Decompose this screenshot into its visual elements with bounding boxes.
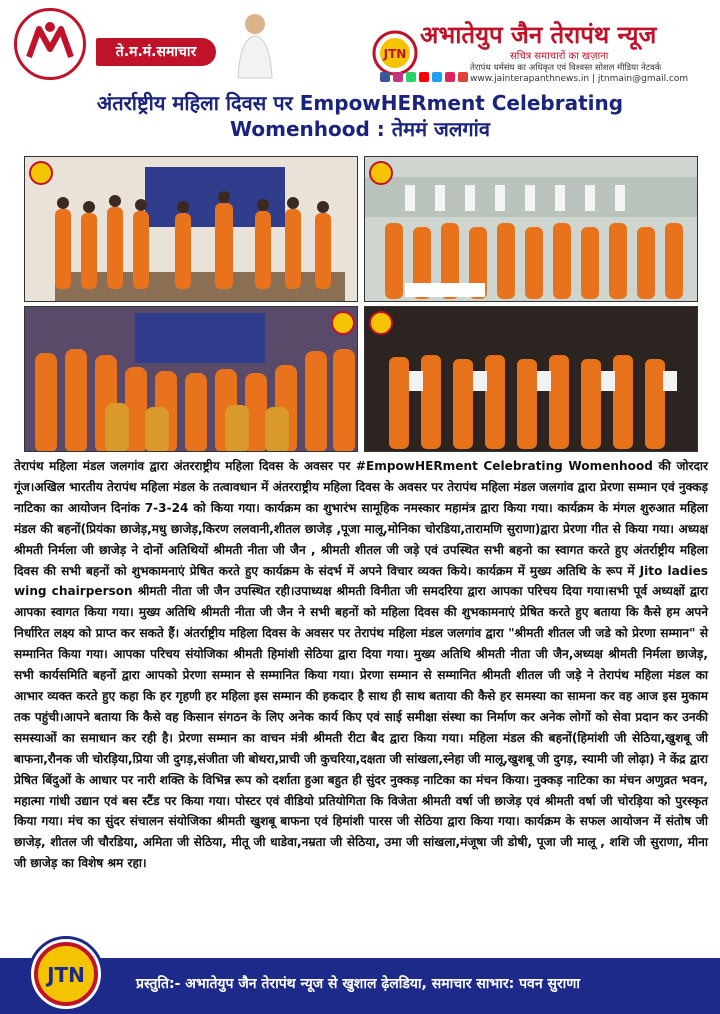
event-photo-3	[24, 306, 358, 452]
publication-subline: तेरापंथ धर्मसंघ का अधिकृत एवं विश्वस्त सोशल मीडिया नेटवर्क	[470, 63, 662, 73]
monk-portrait-icon	[230, 8, 280, 80]
title-line-1: अंतर्राष्ट्रीय महिला दिवस पर EmpowHERment Celebrating	[96, 91, 624, 115]
footer-logo-text: JTN	[47, 963, 85, 987]
jtn-watermark-icon	[29, 161, 53, 185]
group-photo-banners-icon	[365, 307, 698, 452]
group-photo-stage-icon	[25, 157, 358, 302]
mm-emblem-icon	[23, 17, 77, 71]
jtn-watermark-icon	[331, 311, 355, 335]
youtube-icon[interactable]	[419, 72, 429, 82]
heart-icon[interactable]	[445, 72, 455, 82]
event-photo-2	[364, 156, 698, 302]
publication-tagline: सचित्र समाचारों का खज़ाना	[510, 51, 609, 62]
jtn-logo-icon	[372, 30, 418, 76]
twitter-icon[interactable]	[432, 72, 442, 82]
whatsapp-icon[interactable]	[406, 72, 416, 82]
group-photo-hall-icon	[365, 157, 698, 302]
publication-name: अभातेयुप जैन तेरापंथ न्यूज	[420, 21, 657, 49]
mahila-mandal-logo	[14, 8, 86, 80]
event-photo-1	[24, 156, 358, 302]
article-title	[0, 90, 720, 142]
jtn-logo-text: JTN	[383, 47, 407, 61]
instagram-icon[interactable]	[393, 72, 403, 82]
title-line-2: Womenhood : तेममं जलगांव	[230, 117, 490, 141]
social-icons	[380, 72, 468, 82]
event-photo-4	[364, 306, 698, 452]
footer-jtn-logo	[28, 936, 104, 1012]
jtn-watermark-icon	[369, 161, 393, 185]
google-plus-icon[interactable]	[458, 72, 468, 82]
footer-credit: प्रस्तुति:- अभातेयुप जैन तेरापंथ न्यूज से खुशाल ढ़ेलडिया, समाचार साभार: पवन सुराणा	[136, 976, 581, 992]
facebook-icon[interactable]	[380, 72, 390, 82]
jtn-footer-logo-icon	[31, 939, 101, 1009]
group-photo-seated-icon	[25, 307, 358, 452]
header	[0, 0, 720, 88]
jtn-watermark-icon	[369, 311, 393, 335]
article-body: तेरापंथ महिला मंडल जलगांव द्वारा अंतरराष्ट्रीय महिला दिवस के अवसर पर #EmpowHERment Celebrating Womenhood की जोरदार गूंज।अखिल भारतीय तेरापंथ महिला मंडल के तत्वावधान में अंतरराष्ट्रीय महिला दिवस के अवसर पर तेरापंथ महिला मंडल जलगांव द्वारा प्रेरणा सम्मान एवं नुक्कड़ नाटिका का आयोजन दिनांक 7-3-24 को किया गया। कार्यक्रम का शुभारंभ सामूहिक नमस्कार महामंत्र द्वारा किया गया। कार्यक्रम के मंगल शुरुआत महिला मंडल की बहनों(प्रियंका छाजेड़,मधु छाजेड़,किरण ललवानी,शीतल छाजेड़ ,पूजा मालू,मोनिका चोरडिया,तारामणि सुराणा)द्वारा प्रेरणा गीत से किया गया। अध्यक्ष श्रीमती निर्मला जी छाजेड़ ने दोनों अतिथियों श्रीमती नीता जी जैन , श्रीमती शीतल जी जड़े एवं उपस्थित सभी बहनो का स्वागत करते हुए अंतर्राष्ट्रीय महिला दिवस की सभी बहनों को शुभकामनाएं प्रेषित करते हुए कार्यक्रम के संदर्भ में अपने विचार व्यक्त किये। कार्यक्रम में मुख्य अतिथि के रूप में Jito ladies wing chairperson श्रीमती नीता जी जैन उपस्थित रही।उपाध्यक्ष श्रीमती विनीता जी समदरिया द्वारा आपका परिचय दिया गया।सभी पूर्व अध्यक्षों द्वारा आपका स्वागत किया गया। मुख्य अतिथि श्रीमती नीता जी जैन ने सभी बहनों को महिला दिवस की शुभकामनाएं प्रेषित करते हुए बताया कि कैसे हम अपने निर्धारित लक्ष्य को प्राप्त कर सकते हैं। अंतर्राष्ट्रीय महिला दिवस के अवसर पर तेरापंथ महिला मंडल जलगांव द्वारा "श्रीमती शीतल जी जडे को प्रेरणा सम्मान" से सम्मानित किया गया। आपका परिचय संयोजिका श्रीमती हिमांशी सेठिया द्वारा दिया गया। मुख्य अतिथि श्रीमती नीता जी जैन,अध्यक्ष श्रीमती निर्मला छाजेड़, सभी कार्यसमिति बहनों द्वारा आपको प्रेरणा सम्मान से सम्मानित किया गया। प्रेरणा सम्मान से सम्मानित श्रीमती शीतल जी जड़े ने तेरापंथ महिला मंडल का आभार व्यक्त करते हुए कहा कि हर गृहणी हर महिला इस सम्मान की हकदार है साथ ही साथ बताया की कैसे हर समस्या का सामना कर वह आज इस मुकाम तक पहुंची।आपने बताया कि कैसे वह किसान संगठन के लिए अनेक कार्य किए एवं साई समीक्षा संस्था का निर्माण कर अनेक लोगों को सेवा प्रदान कर उनकी समस्याओं का समाधान कर रही है। प्रेरणा सम्मान का वाचन मंत्री श्रीमती रीटा बैद द्वारा किया गया। महिला मंडल की बहनों(हिमांशी जी सेठिया,खुशबू जी बाफना,रौनक जी चोरड़िया,प्रिया जी दुगड़,संजीता जी बोथरा,प्राची जी कुचरिया,दक्षता जी सांखला,स्नेहा जी मालू,खुशबू जी दुगड़, स्यामी जी लोढ़ा) ने केंद्र द्वारा प्रेषित बिंदुओं के आधार पर नारी शक्ति के विभिन्न रूप को दर्शाता हुआ बहुत ही सुंदर नुक्कड़ नाटिका का मंचन किया। नुक्कड़ नाटिका का मंचन अणुव्रत भवन, महात्मा गांधी उद्यान एवं बस स्टैंड पर किया गया। पोस्टर एवं वीडियो प्रतियोगिता कि विजेता श्रीमती वर्षा जी छाजेड़ एवं श्रीमती वर्षा जी चोरड़िया को पुरस्कृत किया गया। मंच का सुंदर संचालन संयोजिका श्रीमती खुशबू बाफना एवं हिमांशी पारस जी सेठिया द्वारा किया गया। कार्यक्रम के सफल आयोजन में संतोष जी छाजेड़, शीतल जी चौरडिया, अमिता जी सेठिया, मीतू जी धाडेवा,नम्रता जी सेठिया, उमा जी सांखला,मंजूषा जी डोषी, पूजा जी मालू , शशि जी सुराणा, मीना जी छाजेड़ का विशेष श्रम रहा।	[14, 459, 708, 871]
news-badge: ते.म.मं.समाचार	[96, 38, 216, 66]
publication-website[interactable]: www.jainterapanthnews.in | jtnmain@gmail.com	[470, 74, 689, 84]
